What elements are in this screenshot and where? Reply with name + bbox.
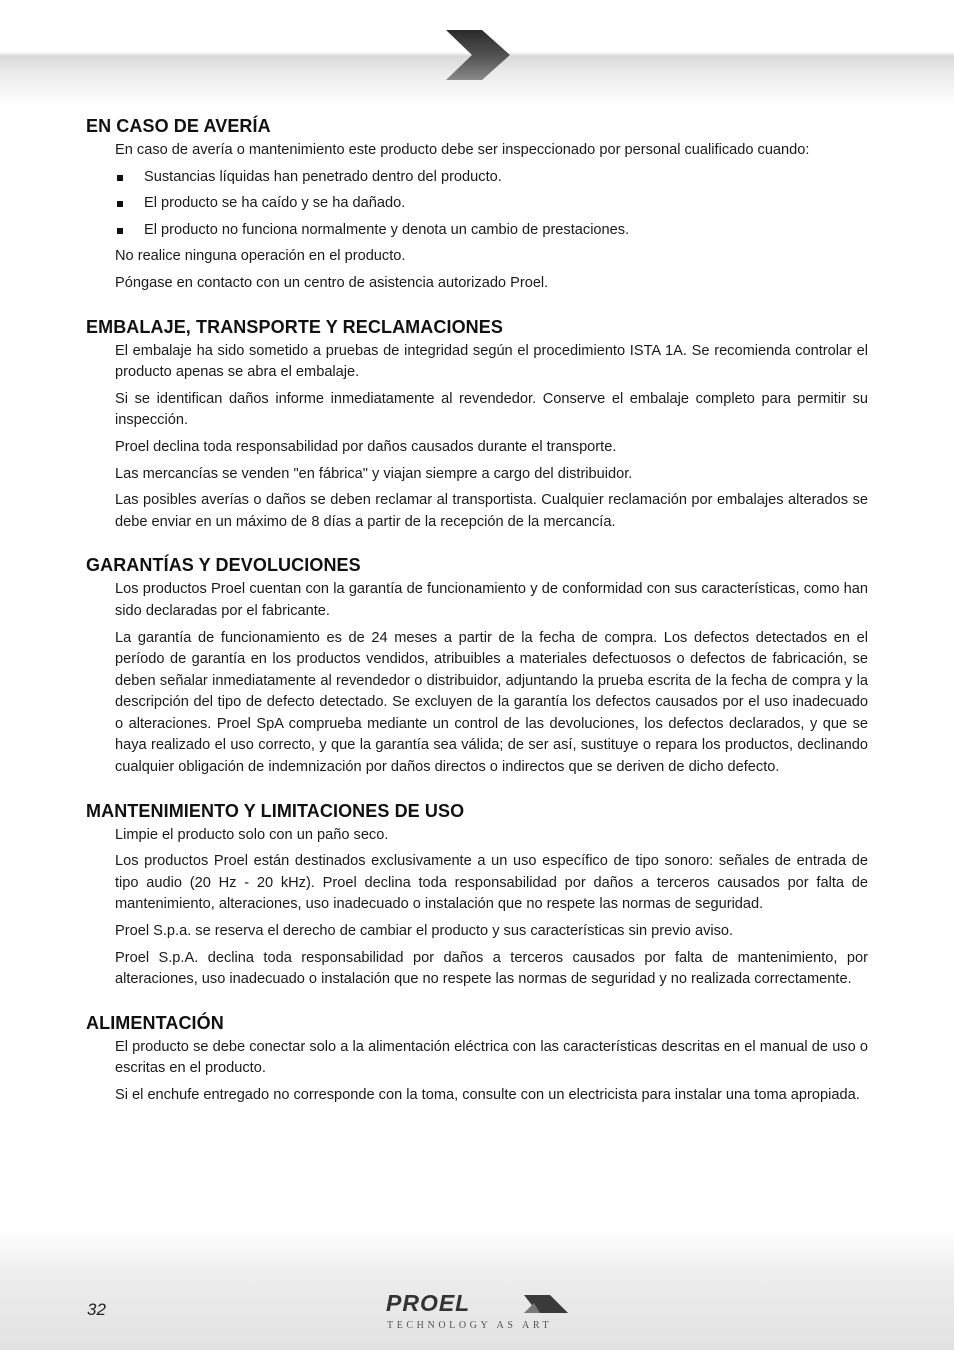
paragraph: Proel S.p.a. se reserva el derecho de cambiar el producto y sus características sin previo aviso. [115,923,734,940]
section-heading: EN CASO DE AVERÍA [86,116,271,136]
bullet-square-icon [117,228,123,234]
paragraph: Las posibles averías o daños se deben reclamar al transportista. Cualquier reclamación por embalajes alterados se debe enviar en un máximo de 8 días a partir de la recepción de la mercancía. [115,492,868,530]
paragraph: Si el enchufe entregado no corresponde con la toma, consulte con un electricista para instalar una toma apropiada. [115,1087,860,1103]
paragraph: Si se identifican daños informe inmediatamente al revendedor. Conserve el embalaje completo para permitir su inspección. [115,390,868,429]
bullet-list [115,167,868,242]
section-averia [86,116,868,295]
list-item: El producto se ha caído y se ha dañado. [115,193,868,215]
paragraph: Los productos Proel cuentan con la garantía de funcionamiento y de conformidad con sus características, como han sido declaradas por el fabricante. [115,581,868,619]
logo-wordmark: PROEL [386,1290,471,1316]
paragraph: Proel S.p.A. declina toda responsabilidad por daños a terceros causados por falta de mantenimiento, por alteraciones, uso inadecuado o instalación que no respete las normas de seguridad y no realizada correctamente. [115,949,868,988]
paragraph: La garantía de funcionamiento es de 24 meses a partir de la fecha de compra. Los defectos detectados en el período de garantía en los productos vendidos, atribuibles a materiales defectuosos o defectos de fabricación, se deben señalar inmediatamente al revendedor o distribuidor, adjuntando la prueba escrita de la fecha de compra y la descripción del tipo de defecto detectado. Se excluyen de la garantía los defectos causados por el uso inadecuado o alteraciones. Proel SpA comprueba mediante un control de las devoluciones, los defectos declarados, y que se haya realizado el uso correcto, y que la garantía sea válida; de ser así, sustituye o repara los productos, declinando cualquier obligación de indemnización por daños directos o indirectos que se deriven de dicho defecto. [115,629,868,776]
bullet-square-icon [117,201,123,207]
section-garantias [86,555,868,778]
page-content [86,116,868,1129]
section-heading: MANTENIMIENTO Y LIMITACIONES DE USO [86,800,465,821]
logo-arrow-icon [524,1293,568,1315]
list-item: El producto no funciona normalmente y denota un cambio de prestaciones. [115,220,868,242]
section-mantenimiento [86,801,868,991]
section-embalaje [86,317,868,534]
paragraph: No realice ninguna operación en el producto. [115,248,406,265]
section-alimentacion [86,1013,868,1107]
paragraph: Limpie el producto solo con un paño seco. [115,826,389,843]
section-heading: GARANTÍAS Y DEVOLUCIONES [86,555,361,576]
proel-logo [386,1290,572,1334]
bullet-square-icon [117,175,123,181]
paragraph: Póngase en contacto con un centro de asistencia autorizado Proel. [115,274,549,291]
paragraph: Los productos Proel están destinados exclusivamente a un uso específico de tipo sonoro: señales de entrada de tipo audio (20 Hz - 20 kHz). Proel declina toda responsabilidad por daños a terceros causados por falta de mantenimiento, alteraciones, uso inadecuado o instalación que no respete las normas de seguridad. [115,853,868,913]
list-item: Sustancias líquidas han penetrado dentro del producto. [115,167,868,189]
paragraph: Las mercancías se venden "en fábrica" y viajan siempre a cargo del distribuidor. [115,465,633,482]
logo-tagline: TECHNOLOGY AS ART [387,1320,553,1331]
paragraph: Proel declina toda responsabilidad por daños causados durante el transporte. [115,438,617,455]
chevron-arrow-icon [444,28,512,82]
section-heading: ALIMENTACIÓN [86,1012,224,1033]
page-number: 32 [87,1300,106,1319]
paragraph: El producto se debe conectar solo a la alimentación eléctrica con las características descritas en el manual de uso o escritas en el producto. [115,1038,868,1077]
paragraph: En caso de avería o mantenimiento este producto debe ser inspeccionado por personal cualificado cuando: [115,142,810,158]
section-heading: EMBALAJE, TRANSPORTE Y RECLAMACIONES [86,316,503,337]
paragraph: El embalaje ha sido sometido a pruebas de integridad según el procedimiento ISTA 1A. Se recomienda controlar el producto apenas se abra el embalaje. [115,342,868,381]
